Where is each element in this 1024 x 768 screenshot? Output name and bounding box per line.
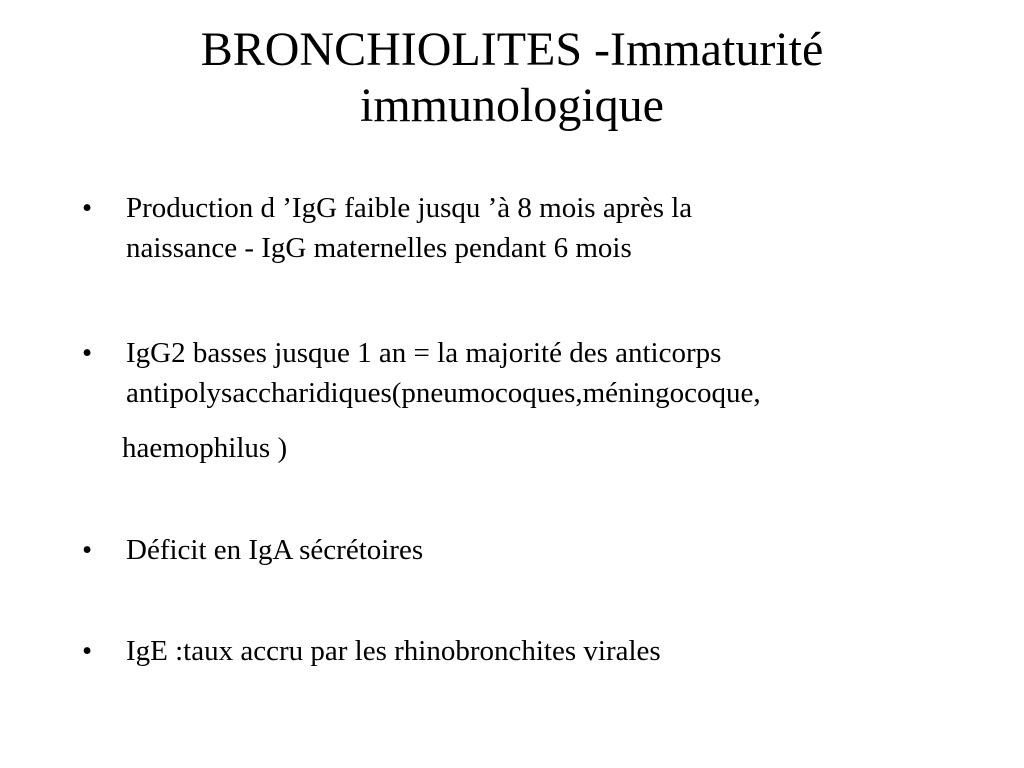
bullet-text <box>126 188 692 268</box>
bullet-point-icon: • <box>82 192 93 224</box>
bullet-continuation-line: haemophilus ) <box>122 432 288 464</box>
slide-title-line-2: immunologique <box>360 79 664 132</box>
bullet-line: Déficit en IgA sécrétoires <box>126 534 424 566</box>
bullet-point-icon: • <box>82 337 93 369</box>
bullet-line: IgE :taux accru par les rhinobronchites virales <box>126 635 661 667</box>
slide-title <box>0 22 1024 134</box>
bullet-line: IgG2 basses jusque 1 an = la majorité des anticorps <box>126 337 722 369</box>
bullet-line: Production d ’IgG faible jusqu ’à 8 mois après la <box>126 192 693 224</box>
bullet-line: antipolysaccharidiques(pneumocoques,méningocoque, <box>126 377 761 409</box>
bullet-text <box>126 333 761 413</box>
slide-title-line-1: BRONCHIOLITES -Immaturité <box>200 23 824 76</box>
bullet-text <box>126 530 423 570</box>
bullet-line: naissance - IgG maternelles pendant 6 mois <box>126 232 632 264</box>
bullet-text <box>126 631 661 671</box>
bullet-point-icon: • <box>82 635 93 667</box>
bullet-point-icon: • <box>82 534 93 566</box>
